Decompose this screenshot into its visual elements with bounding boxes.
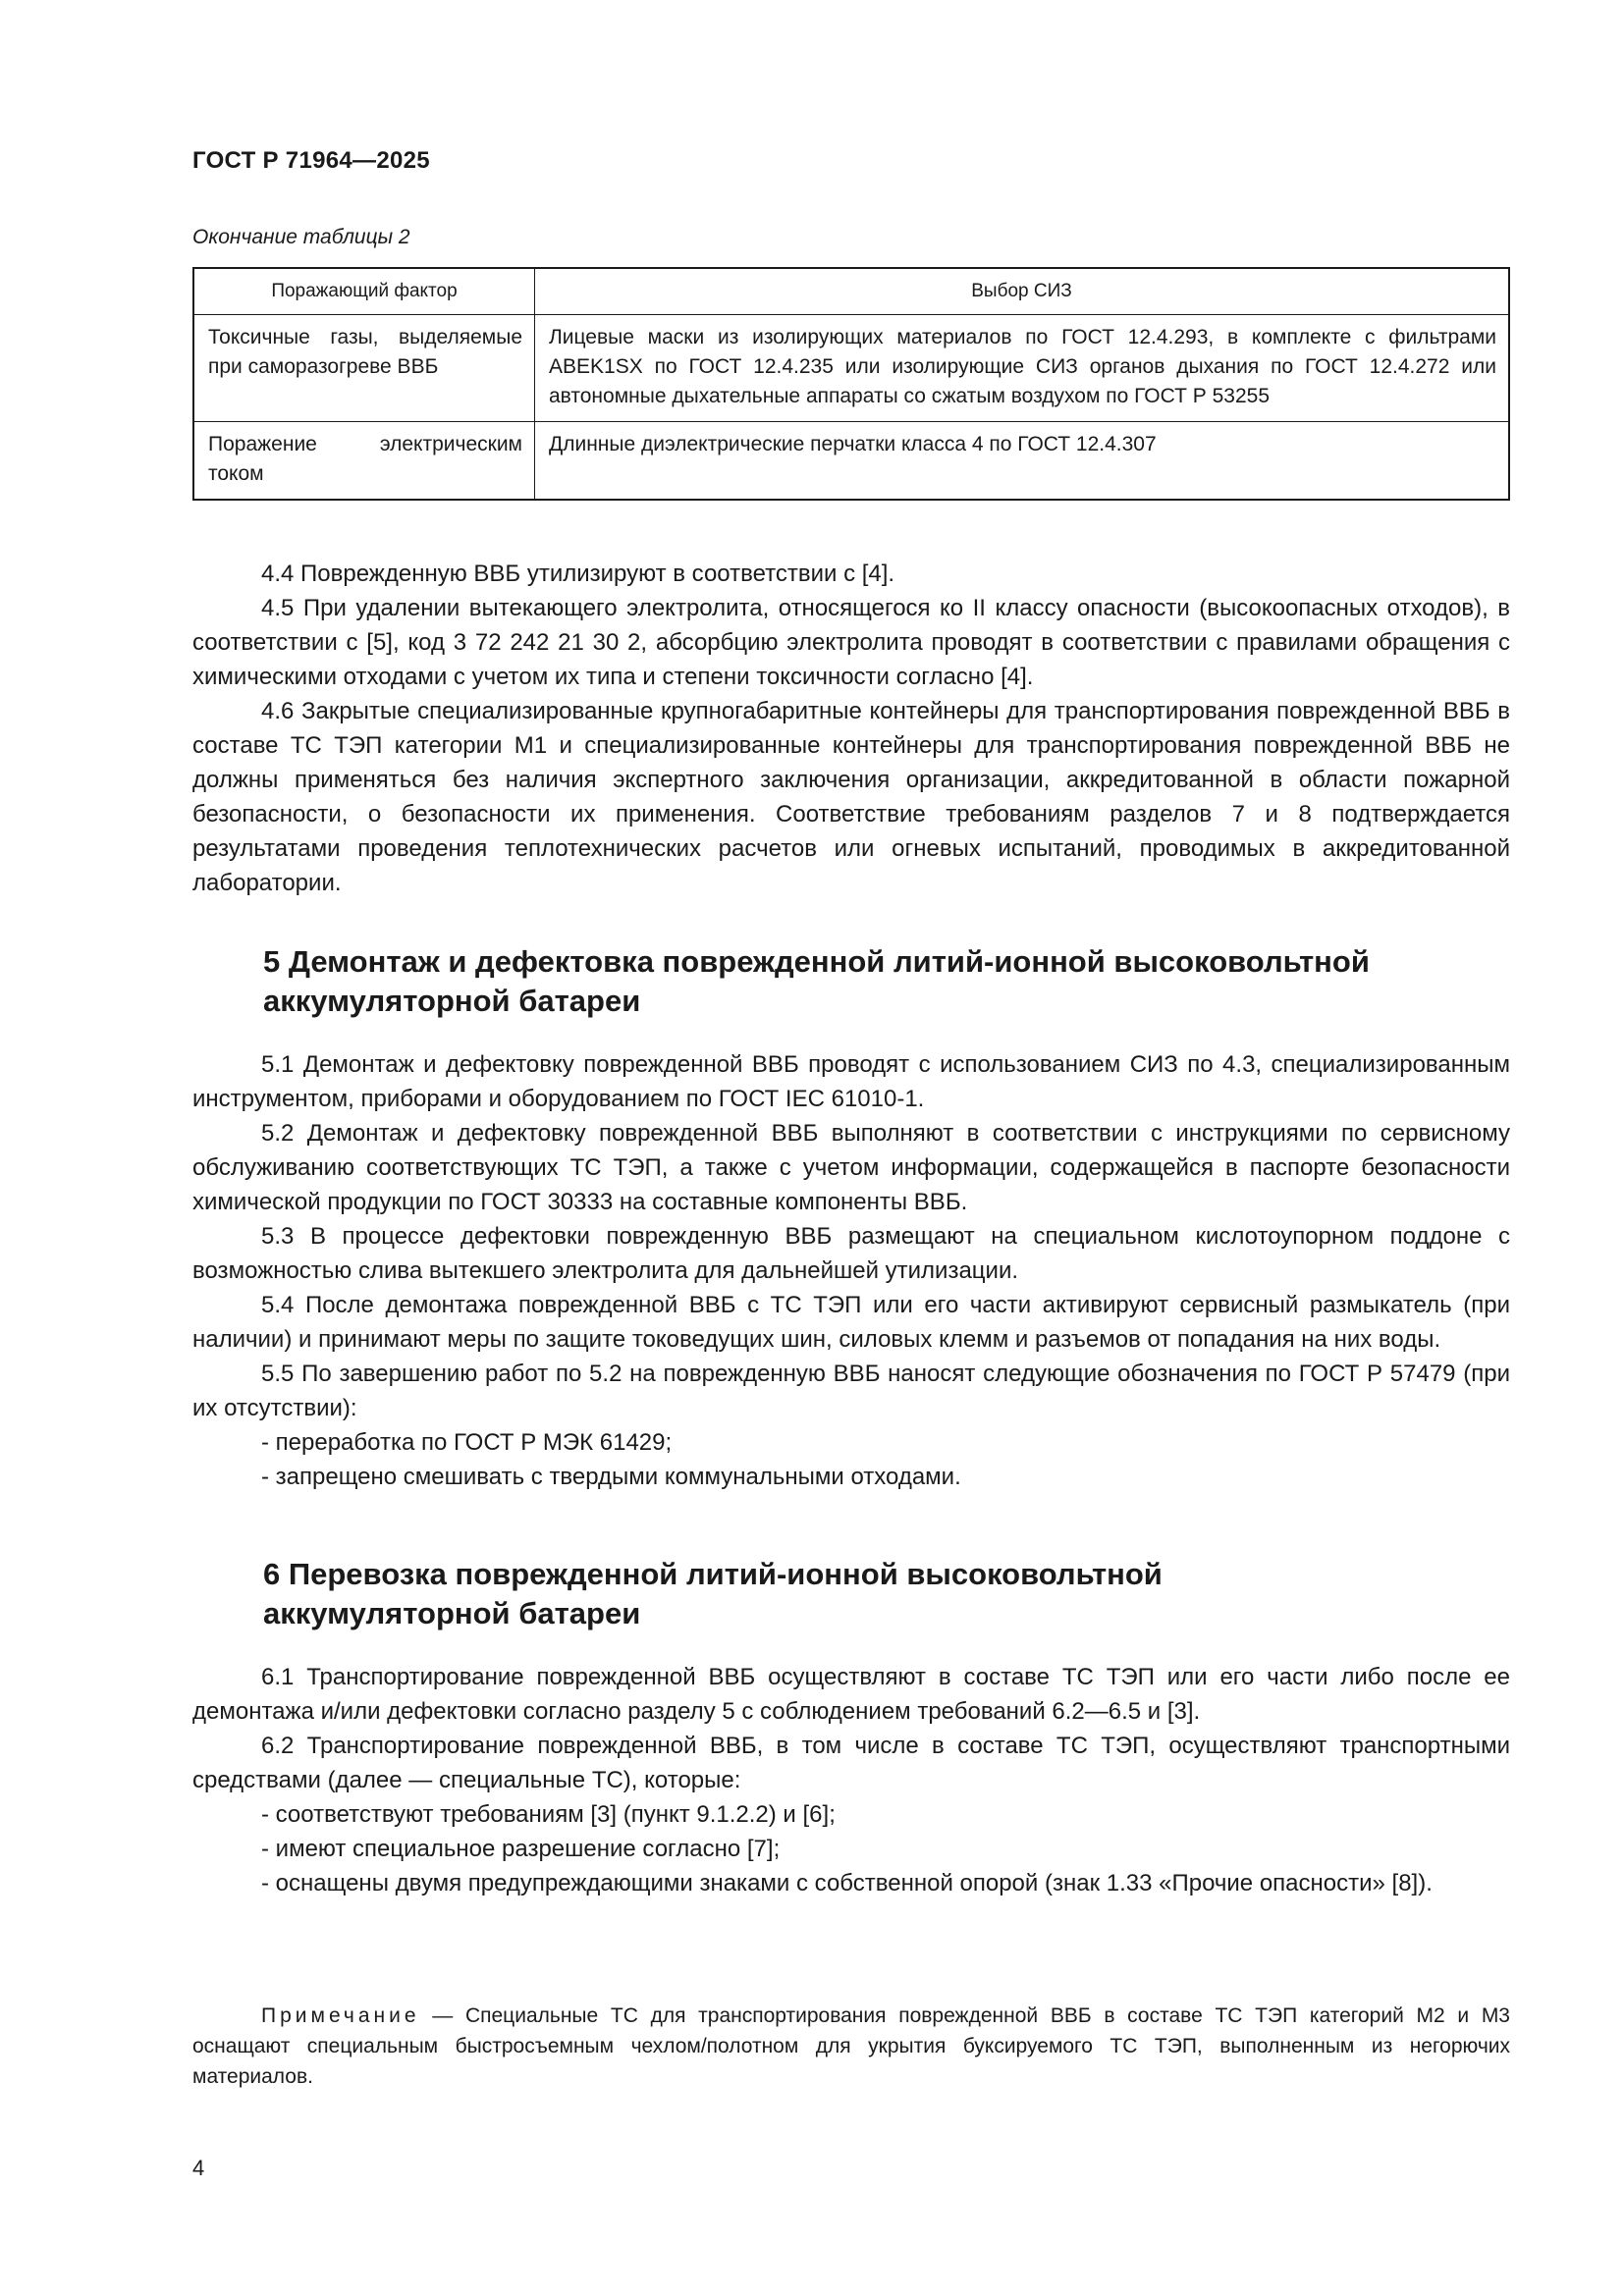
ppe-table: [192, 267, 1510, 501]
paragraph-4-6: 4.6 Закрытые специализированные крупногабаритные контейнеры для транспортирования поврежденной ВВБ в составе ТС ТЭП категории М1 и специализированные контейнеры для транспортирования поврежденной ВВБ не должны применяться без наличия экспертного заключения организации, аккредитованной в области пожарной безопасности, о безопасности их применения. Соответствие требованиям разделов 7 и 8 подтверждается результатами проведения теплотехнических расчетов или огневых испытаний, проводимых в аккредитованной лаборатории.: [192, 698, 1510, 896]
section-5-heading: [263, 942, 1510, 1021]
paragraph-5-5: 5.5 По завершению работ по 5.2 на поврежденную ВВБ наносят следующие обозначения по ГОСТ Р 57479 (при их отсутствии):: [192, 1361, 1510, 1421]
table-cell-ppe: Длинные диэлектрические перчатки класса 4 по ГОСТ 12.4.307: [535, 422, 1510, 501]
section-6-heading-line-1: 6 Перевозка поврежденной литий-ионной высоковольтной: [263, 1557, 1163, 1591]
paragraph-5-4: 5.4 После демонтажа поврежденной ВВБ с ТС ТЭП или его части активируют сервисный размыкатель (при наличии) и принимают меры по защите токоведущих шин, силовых клемм и разъемов от попадания на них воды.: [192, 1292, 1510, 1353]
table-cell-factor: Поражение электрическим током: [193, 422, 535, 501]
paragraph-6-2: 6.2 Транспортирование поврежденной ВВБ, в том числе в составе ТС ТЭП, осуществляют транспортными средствами (далее — специальные ТС), которые:: [192, 1733, 1510, 1793]
paragraph-4-4: 4.4 Поврежденную ВВБ утилизируют в соответствии с [4].: [261, 561, 895, 587]
table-row: [193, 315, 1509, 422]
table-cell-ppe: Лицевые маски из изолирующих материалов по ГОСТ 12.4.293, в комплекте с фильтрами ABEK1SX по ГОСТ 12.4.235 или изолирующие СИЗ органов дыхания по ГОСТ 12.4.272 или автономные дыхательные аппараты со сжатым воздухом по ГОСТ Р 53255: [535, 315, 1510, 422]
column-header-ppe: Выбор СИЗ: [535, 268, 1510, 315]
note-text: — Специальные ТС для транспортирования поврежденной ВВБ в составе ТС ТЭП категорий М2 и М3 оснащают специальным быстросъемным чехлом/полотном для укрытия буксируемого ТС ТЭП, выполненным из негорючих материалов.: [192, 2004, 1510, 2088]
document-id: ГОСТ Р 71964—2025: [192, 147, 430, 174]
list-item: - соответствуют требованиям [3] (пункт 9.1.2.2) и [6];: [261, 1801, 836, 1828]
section-5-heading-line-2: аккумуляторной батареи: [263, 984, 641, 1018]
table-caption: Окончание таблицы 2: [192, 226, 410, 248]
table-header-row: [193, 268, 1509, 315]
list-item: - запрещено смешивать с твердыми коммунальными отходами.: [261, 1464, 961, 1490]
list-item: - переработка по ГОСТ Р МЭК 61429;: [261, 1429, 673, 1456]
section-6-heading: [263, 1555, 1510, 1633]
note: [192, 2001, 1510, 2092]
column-header-factor: Поражающий фактор: [193, 268, 535, 315]
note-label: Примечание: [261, 2004, 420, 2027]
paragraph-6-1: 6.1 Транспортирование поврежденной ВВБ осуществляют в составе ТС ТЭП или его части либо после ее демонтажа и/или дефектовки согласно разделу 5 с соблюдением требований 6.2—6.5 и [3].: [192, 1664, 1510, 1725]
paragraph-4-5: 4.5 При удалении вытекающего электролита, относящегося ко II классу опасности (высокоопасных отходов), в соответствии с [5], код 3 72 242 21 30 2, абсорбцию электролита проводят в соответствии с правилами обращения с химическими отходами с учетом их типа и степени токсичности согласно [4].: [192, 595, 1510, 690]
list-item: - оснащены двумя предупреждающими знаками с собственной опорой (знак 1.33 «Прочие опасности» [8]).: [261, 1870, 1433, 1896]
paragraph-5-1: 5.1 Демонтаж и дефектовку поврежденной ВВБ проводят с использованием СИЗ по 4.3, специализированным инструментом, приборами и оборудованием по ГОСТ IEC 61010-1.: [192, 1051, 1510, 1112]
section-6-body: [192, 1660, 1510, 1900]
page-number: 4: [192, 2156, 205, 2180]
section-6-heading-line-2: аккумуляторной батареи: [263, 1596, 641, 1630]
table-cell-factor: Токсичные газы, выделяемые при саморазогреве ВВБ: [193, 315, 535, 422]
table-row: [193, 422, 1509, 501]
section-5-heading-line-1: 5 Демонтаж и дефектовка поврежденной литий-ионной высоковольтной: [263, 944, 1370, 979]
list-item: - имеют специальное разрешение согласно [7];: [261, 1836, 781, 1862]
paragraph-5-2: 5.2 Демонтаж и дефектовку поврежденной ВВБ выполняют в соответствии с инструкциями по сервисному обслуживанию соответствующих ТС ТЭП, а также с учетом информации, содержащейся в паспорте безопасности химической продукции по ГОСТ 30333 на составные компоненты ВВБ.: [192, 1120, 1510, 1215]
paragraph-5-3: 5.3 В процессе дефектовки поврежденную ВВБ размещают на специальном кислотоупорном поддоне с возможностью слива вытекшего электролита для дальнейшей утилизации.: [192, 1223, 1510, 1284]
section-5-body: [192, 1047, 1510, 1494]
section-4-body: [192, 557, 1510, 900]
